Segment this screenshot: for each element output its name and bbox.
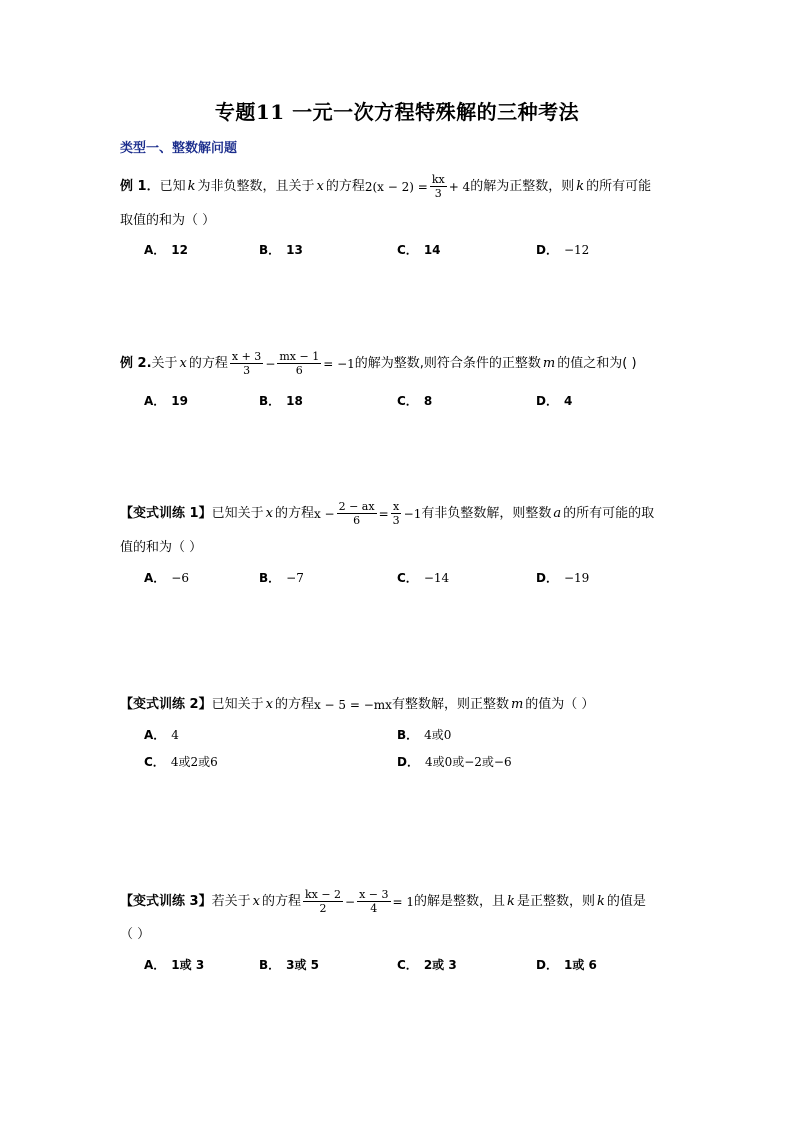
fraction-denominator: 2 [319,902,327,915]
text: 的解为正整数，则 [470,178,575,194]
option-value: 8 [423,394,433,408]
question-2-option-d[interactable] [536,392,572,409]
fraction [230,350,263,377]
option-label: B． [259,958,281,972]
equation-right: = 1 [392,894,415,909]
option-label: C． [397,571,418,585]
option-value: 1或 3 [171,958,205,972]
option-value: 19 [171,394,188,408]
math-var: a [553,505,562,521]
text: 关于 [151,355,178,371]
question-1-option-a[interactable] [144,241,188,258]
fraction-numerator: x − 3 [359,888,389,901]
equals-sign: = [378,506,389,521]
option-value: 3或 5 [286,958,320,972]
minus-sign: − [345,894,356,909]
fraction-denominator: 3 [434,187,442,200]
question-1-option-b[interactable] [259,241,303,258]
question-5-line-1 [120,888,646,915]
question-1-option-d[interactable] [536,241,589,258]
question-3-option-a[interactable] [144,569,189,586]
option-label: D． [536,958,558,972]
question-3-line-1 [120,500,654,527]
question-1-tag: 例 1． [120,178,160,194]
fraction-numerator: 2 − ax [338,500,375,513]
question-3-option-c[interactable] [397,569,449,586]
text: 有整数解，则正整数 [391,697,509,712]
question-2-option-c[interactable] [397,392,432,409]
question-5-option-a[interactable] [144,956,204,973]
text: 为非负整数，且关于 [197,178,315,194]
question-4-option-c[interactable] [144,753,218,770]
fraction-denominator: 6 [353,514,361,527]
question-5-option-d[interactable] [536,956,597,973]
math-var: k [187,178,196,194]
section-heading: 类型一、整数解问题 [120,141,238,156]
option-value: −6 [171,571,189,585]
question-1-line-2: 取值的和为（ ） [120,213,216,228]
question-3-option-b[interactable] [259,569,304,586]
text: 的方程 [188,355,228,371]
option-label: A． [144,728,166,742]
text: 的方程 [325,178,365,194]
text: 的所有可能 [586,178,652,194]
question-4-option-d[interactable] [397,753,512,770]
question-4-line-1 [120,694,594,716]
text: 的方程 [274,697,314,712]
fraction-numerator: kx − 2 [304,888,342,901]
equation-right: = −1 [323,356,355,371]
fraction [337,500,377,527]
question-4-tag: 【变式训练 2】 [120,697,212,712]
option-label: B． [259,394,281,408]
question-5-line-2: （ ） [120,927,151,942]
question-4-option-b[interactable] [397,726,451,743]
option-value: 12 [171,243,188,257]
fraction-numerator: mx − 1 [279,350,320,363]
math-var: x [316,178,324,194]
option-label: C． [144,755,165,769]
math-var: x [265,697,273,712]
text: 的方程 [274,505,314,521]
question-2-option-a[interactable] [144,392,188,409]
minus-sign: − [265,356,276,371]
fraction-numerator: x + 3 [231,350,262,363]
option-label: A． [144,243,166,257]
equation-right: + 4 [448,179,471,194]
option-value: 4 [171,728,179,742]
math-var: x [265,505,273,521]
question-2-option-b[interactable] [259,392,303,409]
text: 的方程 [261,893,301,909]
math-var: k [596,893,605,909]
math-var: m [510,697,524,712]
option-value: 14 [423,243,441,257]
option-label: B． [397,728,419,742]
equation-left: x − [313,506,335,521]
math-var: x [179,355,187,371]
fraction-denominator: 4 [370,902,378,915]
question-5-tag: 【变式训练 3】 [120,893,212,909]
equation-left: 2(x − 2) = [364,179,428,194]
option-value: −14 [423,571,450,585]
fraction [430,173,447,200]
text: 是正整数，则 [516,893,595,909]
fraction-numerator: x [393,500,400,513]
text: 已知 [159,178,186,194]
math-var: k [576,178,585,194]
math-var: x [252,893,260,909]
fraction [277,350,321,377]
option-label: A． [144,571,166,585]
option-label: C． [397,243,418,257]
text: 的值是 [606,893,646,909]
text: 已知关于 [211,697,264,712]
option-label: C． [397,958,418,972]
question-1-option-c[interactable] [397,241,441,258]
option-label: B． [259,243,281,257]
option-value: 4 [563,394,573,408]
page-title: 专题11 一元一次方程特殊解的三种考法 [214,100,580,124]
text: 的值之和为( ) [557,355,637,371]
question-3-tag: 【变式训练 1】 [120,505,212,521]
option-value: −19 [563,571,590,585]
option-value: −7 [286,571,304,585]
option-label: B． [259,571,281,585]
equation-right: −1 [403,506,422,521]
fraction [391,500,402,527]
fraction [357,888,390,915]
text: 的所有可能的取 [563,505,655,521]
equation: x − 5 = −mx [313,698,392,712]
question-5-option-c[interactable] [397,956,457,973]
math-var: m [542,355,556,371]
text: 有非负整数解，则整数 [421,505,552,521]
option-value: 4或0 [424,728,452,742]
fraction-denominator: 3 [243,364,251,377]
question-3-line-2: 值的和为（ ） [120,540,203,555]
option-label: D． [536,394,558,408]
question-3-option-d[interactable] [536,569,589,586]
option-value: 4或0或−2或−6 [424,755,512,769]
option-value: 4或2或6 [170,755,218,769]
option-value: 1或 6 [563,958,597,972]
text: 的值为（ ） [525,697,595,712]
text: 的解是整数，且 [414,893,506,909]
text: 已知关于 [211,505,264,521]
fraction-numerator: kx [431,173,445,186]
question-4-option-a[interactable] [144,726,179,743]
text: 若关于 [211,893,251,909]
option-label: C． [397,394,418,408]
fraction-denominator: 6 [295,364,303,377]
option-label: A． [144,958,166,972]
option-label: D． [536,243,558,257]
math-var: k [507,893,515,909]
fraction-denominator: 3 [392,514,400,527]
text: 的解为整数,则符合条件的正整数 [354,355,541,371]
option-value: 18 [286,394,303,408]
option-value: 13 [286,243,303,257]
fraction [303,888,343,915]
option-label: A． [144,394,166,408]
question-2-tag: 例 2. [120,355,152,371]
option-label: D． [536,571,558,585]
option-value: −12 [563,243,590,257]
question-5-option-b[interactable] [259,956,319,973]
option-value: 2或 3 [423,958,457,972]
question-1-line-1 [120,173,651,200]
option-label: D． [397,755,419,769]
question-2-line-1 [120,350,637,377]
